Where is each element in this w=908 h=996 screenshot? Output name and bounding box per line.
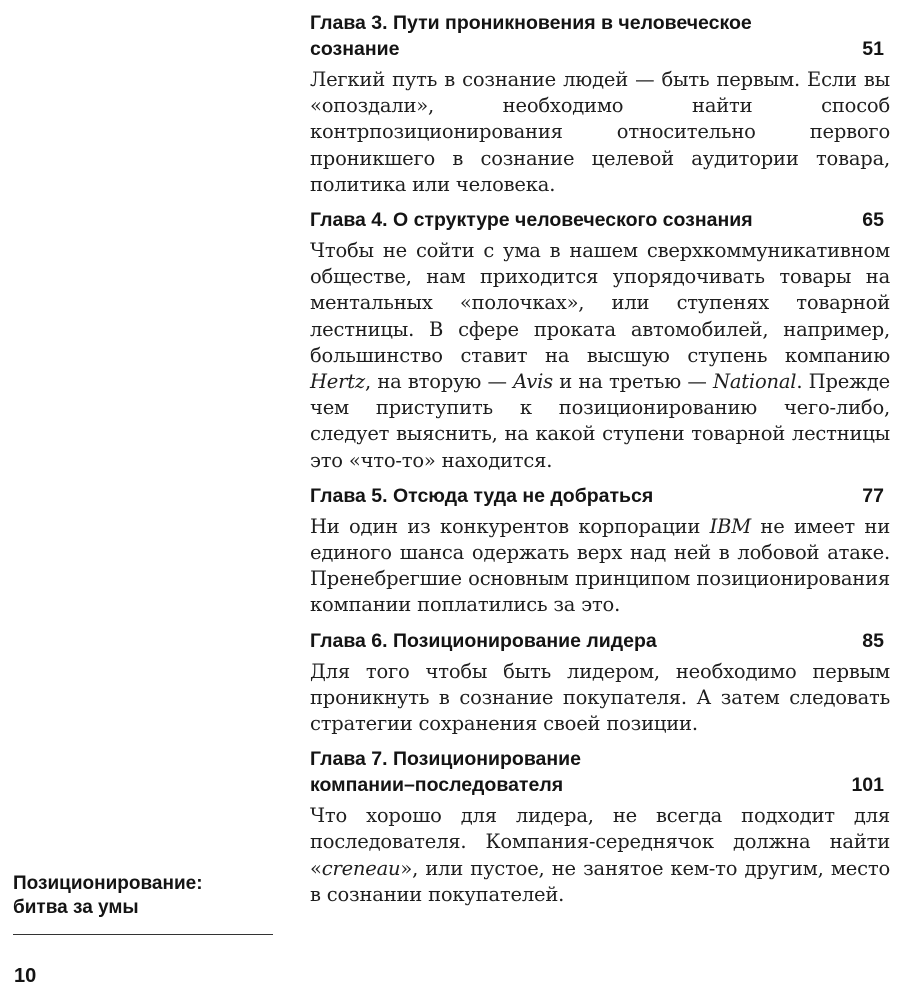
chapter-description — [310, 514, 890, 619]
chapter-title-line: Глава 7. Позиционирование — [310, 748, 582, 771]
chapter-title-line: Глава 6. Позиционирование лидера — [310, 629, 657, 652]
chapter-page-number: 65 — [862, 209, 884, 232]
chapter-title-line: компании–последователя — [310, 774, 564, 797]
chapter-page-number: 51 — [862, 38, 884, 60]
chapter-heading — [310, 746, 890, 798]
chapter-title — [310, 628, 862, 654]
description-text: Легкий путь в сознание людей — быть первым. Если вы «опоздали», необходимо найти способ контрпозиционирования относительно первого проникшего в сознание целевой аудитории товара, политика или человека. — [310, 68, 890, 196]
chapter-description — [310, 67, 890, 198]
chapter-description — [310, 238, 890, 474]
company-name: Hertz — [310, 370, 365, 394]
chapter-title — [310, 746, 851, 798]
book-title — [13, 872, 273, 920]
chapter-entry — [310, 628, 890, 738]
description-text: и на третью — — [552, 370, 713, 394]
description-text: Что хорошо для лидера, не всегда подходит для последователя. Компания-середнячок должна найти « — [310, 804, 890, 880]
chapter-page-number: 77 — [862, 484, 884, 507]
chapter-heading — [310, 10, 890, 62]
chapter-heading — [310, 207, 890, 233]
company-name: Avis — [513, 370, 553, 394]
chapter-title-line: Глава 3. Пути проникновения в человеческое — [310, 12, 752, 34]
chapter-entry — [310, 746, 890, 908]
chapter-title — [310, 483, 862, 509]
chapter-heading — [310, 483, 890, 509]
chapter-description — [310, 803, 890, 908]
divider — [13, 934, 273, 935]
table-of-contents — [310, 10, 890, 917]
chapter-title-line: Глава 4. О структуре человеческого сознания — [310, 209, 753, 232]
description-text: не имеет ни единого шанса одержать верх над ней в лобовой атаке. Пренебрегшие основным принципом позиционирования компании поплатились за это. — [310, 514, 891, 617]
company-name: National — [713, 370, 797, 394]
chapter-title-line: сознание — [310, 38, 400, 60]
chapter-title — [310, 10, 862, 62]
description-text: Для того чтобы быть лидером, необходимо первым проникнуть в сознание покупателя. А затем следовать стратегии сохранения своей позиции. — [310, 659, 890, 736]
foreign-term: creneau — [321, 856, 401, 880]
description-text: . Прежде чем приступить к позиционированию чего-либо, следует выяснить, на какой ступени товарной лестницы это «что-то» находится. — [310, 370, 890, 472]
book-title-line: битва за умы — [13, 897, 139, 918]
chapter-page-number: 101 — [851, 774, 884, 797]
company-name: IBM — [709, 514, 751, 538]
description-text: Ни один из конкурентов корпорации — [310, 514, 710, 538]
chapter-description — [310, 659, 890, 738]
chapter-title-line: Глава 5. Отсюда туда не добраться — [310, 484, 654, 507]
chapter-entry — [310, 207, 890, 474]
description-text: Чтобы не сойти с ума в нашем сверхкоммуникативном обществе, нам приходится упорядочивать товары на ментальных «полочках», или ступенях товарной лестницы. В сфере проката автомобилей, например, большинство ставит на высшую ступень компанию — [310, 239, 890, 367]
book-title-line: Позиционирование: — [13, 873, 203, 894]
page-number: 10 — [14, 965, 37, 987]
chapter-page-number: 85 — [862, 629, 884, 652]
description-text: , на вторую — — [364, 370, 514, 394]
description-text: », или пустое, не занятое кем-то другим, место в сознании покупателей. — [310, 856, 890, 906]
chapter-entry — [310, 483, 890, 619]
chapter-heading — [310, 628, 890, 654]
chapter-title — [310, 207, 862, 233]
chapter-entry — [310, 10, 890, 198]
